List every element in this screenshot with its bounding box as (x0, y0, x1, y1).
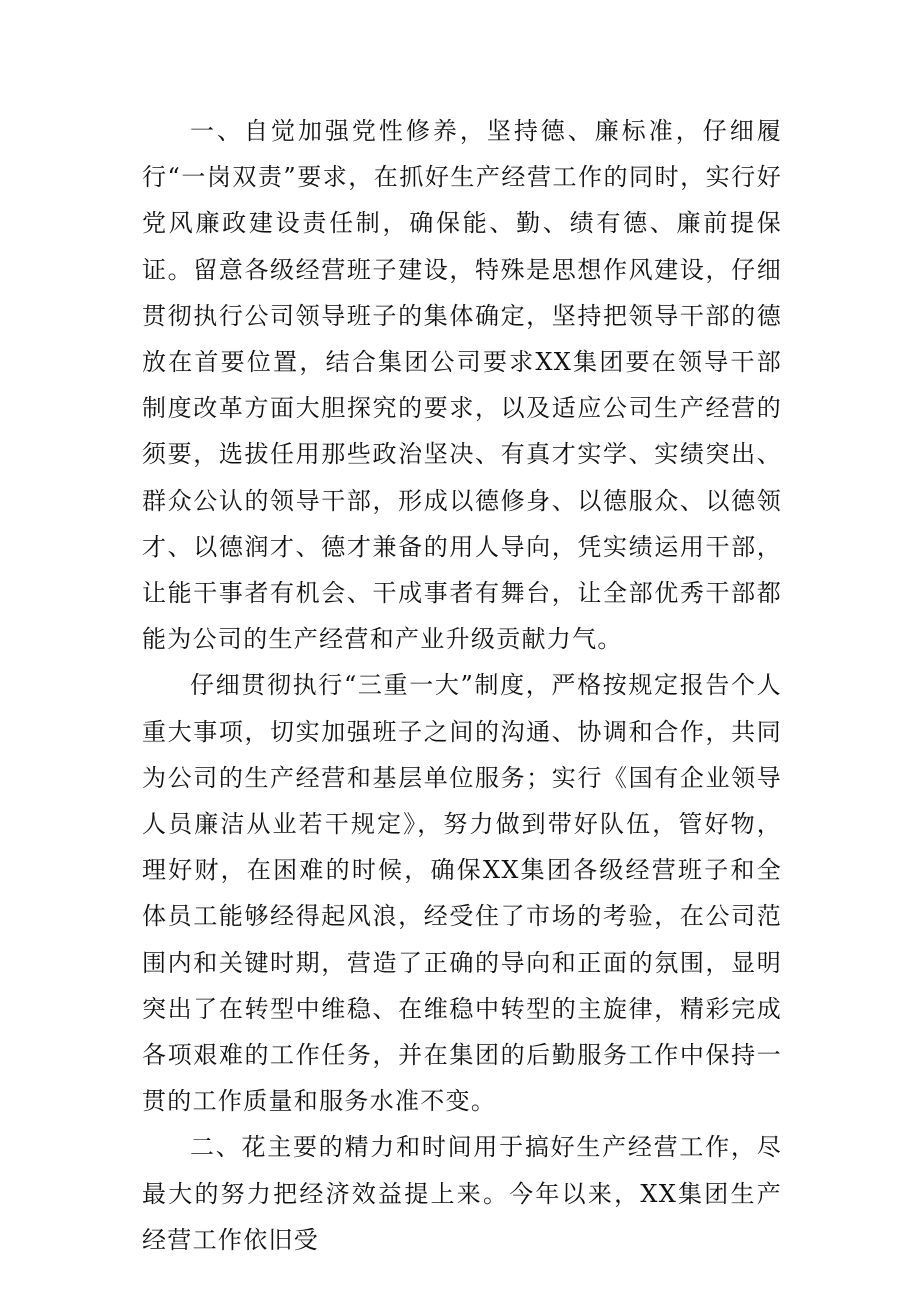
document-body (142, 108, 782, 1263)
paragraph-3: 二、花主要的精力和时间用于搞好生产经营工作，尽最大的努力把经济效益提上来。今年以来，XX集团生产经营工作依旧受 (142, 1133, 782, 1254)
paragraph-2: 仔细贯彻执行“三重一大”制度，严格按规定报告个人重大事项，切实加强班子之间的沟通、协调和合作，共同为公司的生产经营和基层单位服务；实行《国有企业领导人员廉洁从业若干规定》，努力做到带好队伍，管好物，理好财，在困难的时候，确保XX集团各级经营班子和全体员工能够经得起风浪，经受住了市场的考验，在公司范围内和关键时期，营造了正确的导向和正面的氛围，显明突出了在转型中维稳、在维稳中转型的主旋律，精彩完成各项艰难的工作任务，并在集团的后勤服务工作中保持一贯的工作质量和服务水准不变。 (142, 671, 782, 1116)
paragraph-1: 一、自觉加强党性修养，坚持德、廉标准，仔细履行“一岗双责”要求，在抓好生产经营工作的同时，实行好党风廉政建设责任制，确保能、勤、绩有德、廉前提保证。留意各级经营班子建设，特殊是思想作风建设，仔细贯彻执行公司领导班子的集体确定，坚持把领导干部的德放在首要位置，结合集团公司要求XX集团要在领导干部制度改革方面大胆探究的要求，以及适应公司生产经营的须要，选拔任用那些政治坚决、有真才实学、实绩突出、群众公认的领导干部，形成以德修身、以德服众、以德领才、以德润才、德才兼备的用人导向，凭实绩运用干部，让能干事者有机会、干成事者有舞台，让全部优秀干部都能为公司的生产经营和产业升级贡献力气。 (142, 117, 782, 654)
